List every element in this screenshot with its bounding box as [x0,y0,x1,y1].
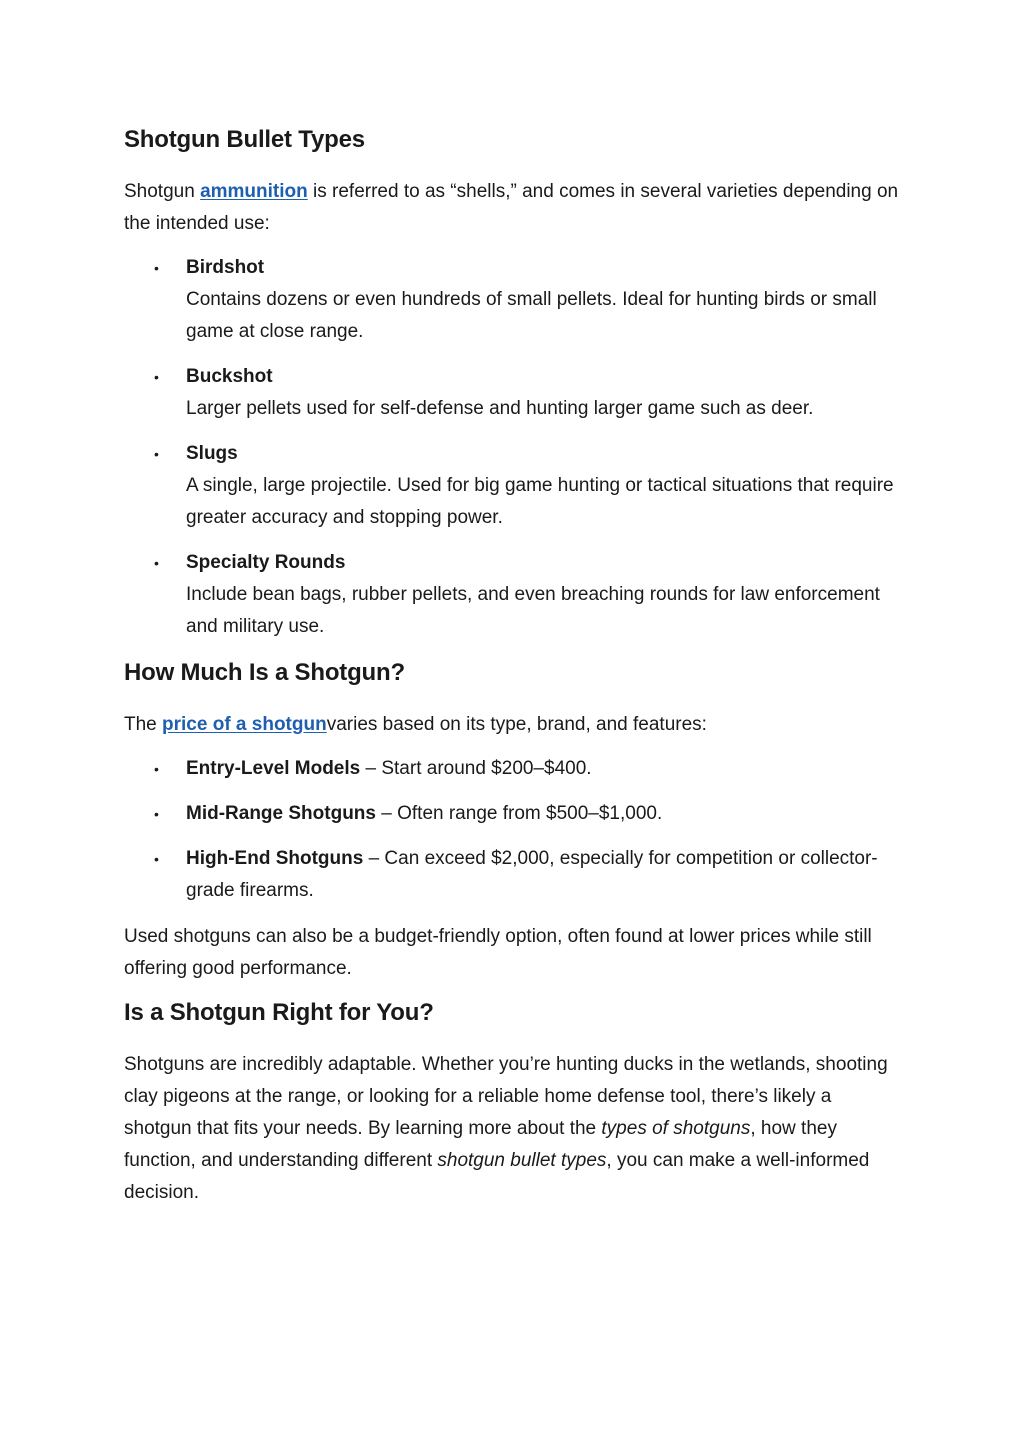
intro-text-after: is referred to as “shells,” and comes in several varieties depending on the intended use: [124,181,899,234]
paragraph-price-intro [124,709,900,741]
list-item-buckshot [124,361,900,425]
list-item-birdshot [124,252,900,348]
bullet-icon: • [154,260,159,276]
document-page [124,124,900,1221]
conclusion-part-3: , you can make a well-informed decision. [124,1150,870,1203]
term-high-end: High-End Shotguns [186,848,364,869]
bullet-icon: • [154,555,159,571]
ammunition-link[interactable]: ammunition [200,181,308,202]
term-entry-level: Entry-Level Models [186,758,361,779]
price-of-a-shotgun-link[interactable]: price of a shotgun [162,714,327,735]
term-birdshot: Birdshot [186,257,265,278]
price-intro-before: The [124,714,163,735]
list-item-high-end [124,843,900,907]
bullet-icon: • [154,806,159,822]
price-intro-after: varies based on its type, brand, and features: [326,714,707,735]
paragraph-shells-intro [124,176,900,240]
desc-slugs: A single, large projectile. Used for big game hunting or tactical situations that require greater accuracy and stopping power. [186,475,894,528]
heading-shotgun-bullet-types: Shotgun Bullet Types [124,126,365,153]
list-item-slugs [124,438,900,534]
desc-high-end: – Can exceed $2,000, especially for competition or collector-grade firearms. [186,848,878,901]
bullet-icon: • [154,369,159,385]
price-tiers-list [124,753,900,907]
paragraph-conclusion [124,1049,900,1209]
intro-text-before: Shotgun [124,181,201,202]
emphasis-types-of-shotguns: types of shotguns [601,1118,751,1139]
bullet-icon: • [154,851,159,867]
list-item-entry-level [124,753,900,785]
paragraph-used-shotguns: Used shotguns can also be a budget-friendly option, often found at lower prices while still offering good performance. [124,926,872,979]
term-specialty-rounds: Specialty Rounds [186,552,346,573]
desc-entry-level: – Start around $200–$400. [360,758,592,779]
emphasis-shotgun-bullet-types: shotgun bullet types [437,1150,607,1171]
bullet-icon: • [154,446,159,462]
term-slugs: Slugs [186,443,238,464]
conclusion-part-2: , how they function, and understanding different [124,1118,837,1171]
desc-birdshot: Contains dozens or even hundreds of small pellets. Ideal for hunting birds or small game at close range. [186,289,877,342]
bullet-types-list [124,252,900,643]
heading-is-a-shotgun-right-for-you: Is a Shotgun Right for You? [124,999,434,1026]
list-item-mid-range [124,798,900,830]
term-buckshot: Buckshot [186,366,273,387]
list-item-specialty-rounds [124,547,900,643]
conclusion-part-1: Shotguns are incredibly adaptable. Whether you’re hunting ducks in the wetlands, shooting clay pigeons at the range, or looking for a reliable home defense tool, there’s likely a shotgun that fits your needs. By learning more about the [124,1054,888,1139]
desc-mid-range: – Often range from $500–$1,000. [375,803,663,824]
heading-how-much-is-a-shotgun: How Much Is a Shotgun? [124,659,405,686]
desc-specialty-rounds: Include bean bags, rubber pellets, and even breaching rounds for law enforcement and military use. [186,584,880,637]
term-mid-range: Mid-Range Shotguns [186,803,376,824]
desc-buckshot: Larger pellets used for self-defense and hunting larger game such as deer. [186,398,814,419]
bullet-icon: • [154,761,159,777]
